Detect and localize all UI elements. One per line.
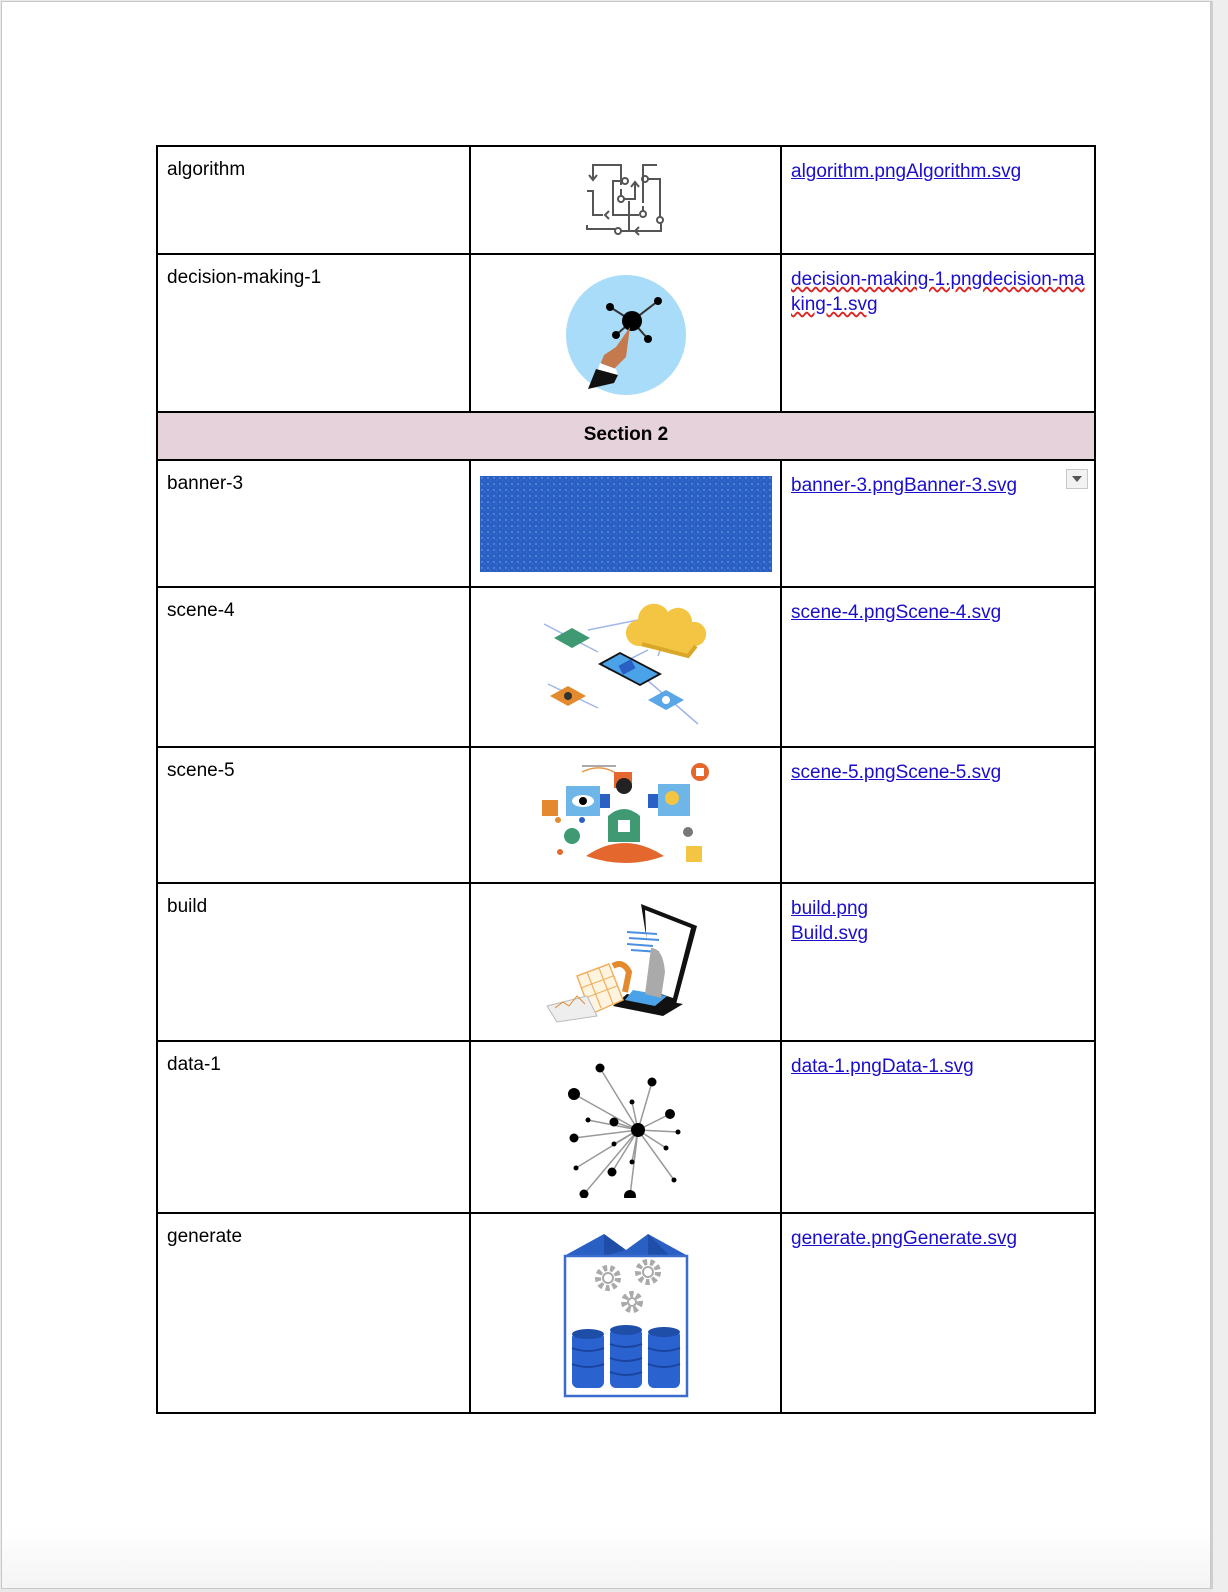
asset-image-cell (470, 883, 781, 1041)
asset-link-cell (781, 883, 1095, 1041)
file-link[interactable]: algorithm.pngAlgorithm.svg (791, 161, 1022, 182)
laptop-build-illustration[interactable] (541, 896, 711, 1026)
asset-image-cell (470, 1213, 781, 1413)
asset-link-cell (781, 146, 1095, 254)
asset-name-cell: decision-making-1 (157, 254, 470, 412)
asset-image-cell (470, 1041, 781, 1213)
asset-link-cell (781, 254, 1095, 412)
asset-link-cell (781, 460, 1095, 587)
cloud-devices-scene[interactable] (538, 600, 714, 732)
blue-banner-pattern[interactable] (480, 476, 772, 572)
file-link[interactable]: decision-making-1.pngdecision-making-1.svg (791, 269, 1085, 315)
file-link[interactable]: data-1.pngData-1.svg (791, 1056, 974, 1077)
asset-name-cell: scene-4 (157, 587, 470, 747)
section-title: Section 2 (157, 412, 1095, 460)
right-gutter (1212, 0, 1228, 1592)
algorithm-icon[interactable] (583, 159, 669, 239)
asset-image-cell (470, 254, 781, 412)
asset-link-cell (781, 587, 1095, 747)
section-header-row (157, 412, 1095, 460)
table-row (157, 883, 1095, 1041)
asset-image-cell (470, 587, 781, 747)
asset-name-cell: algorithm (157, 146, 470, 254)
table-row (157, 254, 1095, 412)
file-link[interactable]: Build.svg (791, 923, 869, 944)
file-link[interactable]: build.png (791, 898, 869, 919)
asset-link-cell (781, 1213, 1095, 1413)
table-row (157, 1213, 1095, 1413)
asset-name-cell: data-1 (157, 1041, 470, 1213)
meditating-person-scene[interactable] (538, 760, 714, 868)
table-row (157, 146, 1095, 254)
asset-name-cell: banner-3 (157, 460, 470, 587)
file-link[interactable]: banner-3.pngBanner-3.svg (791, 475, 1018, 496)
decision-making-illustration[interactable] (564, 273, 688, 397)
asset-image-cell (470, 747, 781, 883)
network-node-graph[interactable] (566, 1054, 686, 1198)
asset-name-cell: build (157, 883, 470, 1041)
table-row (157, 460, 1095, 587)
asset-image-cell (470, 146, 781, 254)
asset-link-cell (781, 1041, 1095, 1213)
page-bottom-fade (2, 1528, 1210, 1588)
table-row (157, 587, 1095, 747)
asset-name-cell: scene-5 (157, 747, 470, 883)
file-link[interactable]: scene-5.pngScene-5.svg (791, 762, 1002, 783)
data-warehouse-gears[interactable] (562, 1230, 690, 1398)
table-row (157, 1041, 1095, 1213)
asset-link-cell (781, 747, 1095, 883)
dropdown-arrow-button[interactable] (1066, 469, 1088, 489)
file-link[interactable]: scene-4.pngScene-4.svg (791, 602, 1002, 623)
table-row (157, 747, 1095, 883)
asset-table (156, 145, 1096, 1414)
asset-name-cell: generate (157, 1213, 470, 1413)
asset-image-cell (470, 460, 781, 587)
file-link[interactable]: generate.pngGenerate.svg (791, 1228, 1018, 1249)
